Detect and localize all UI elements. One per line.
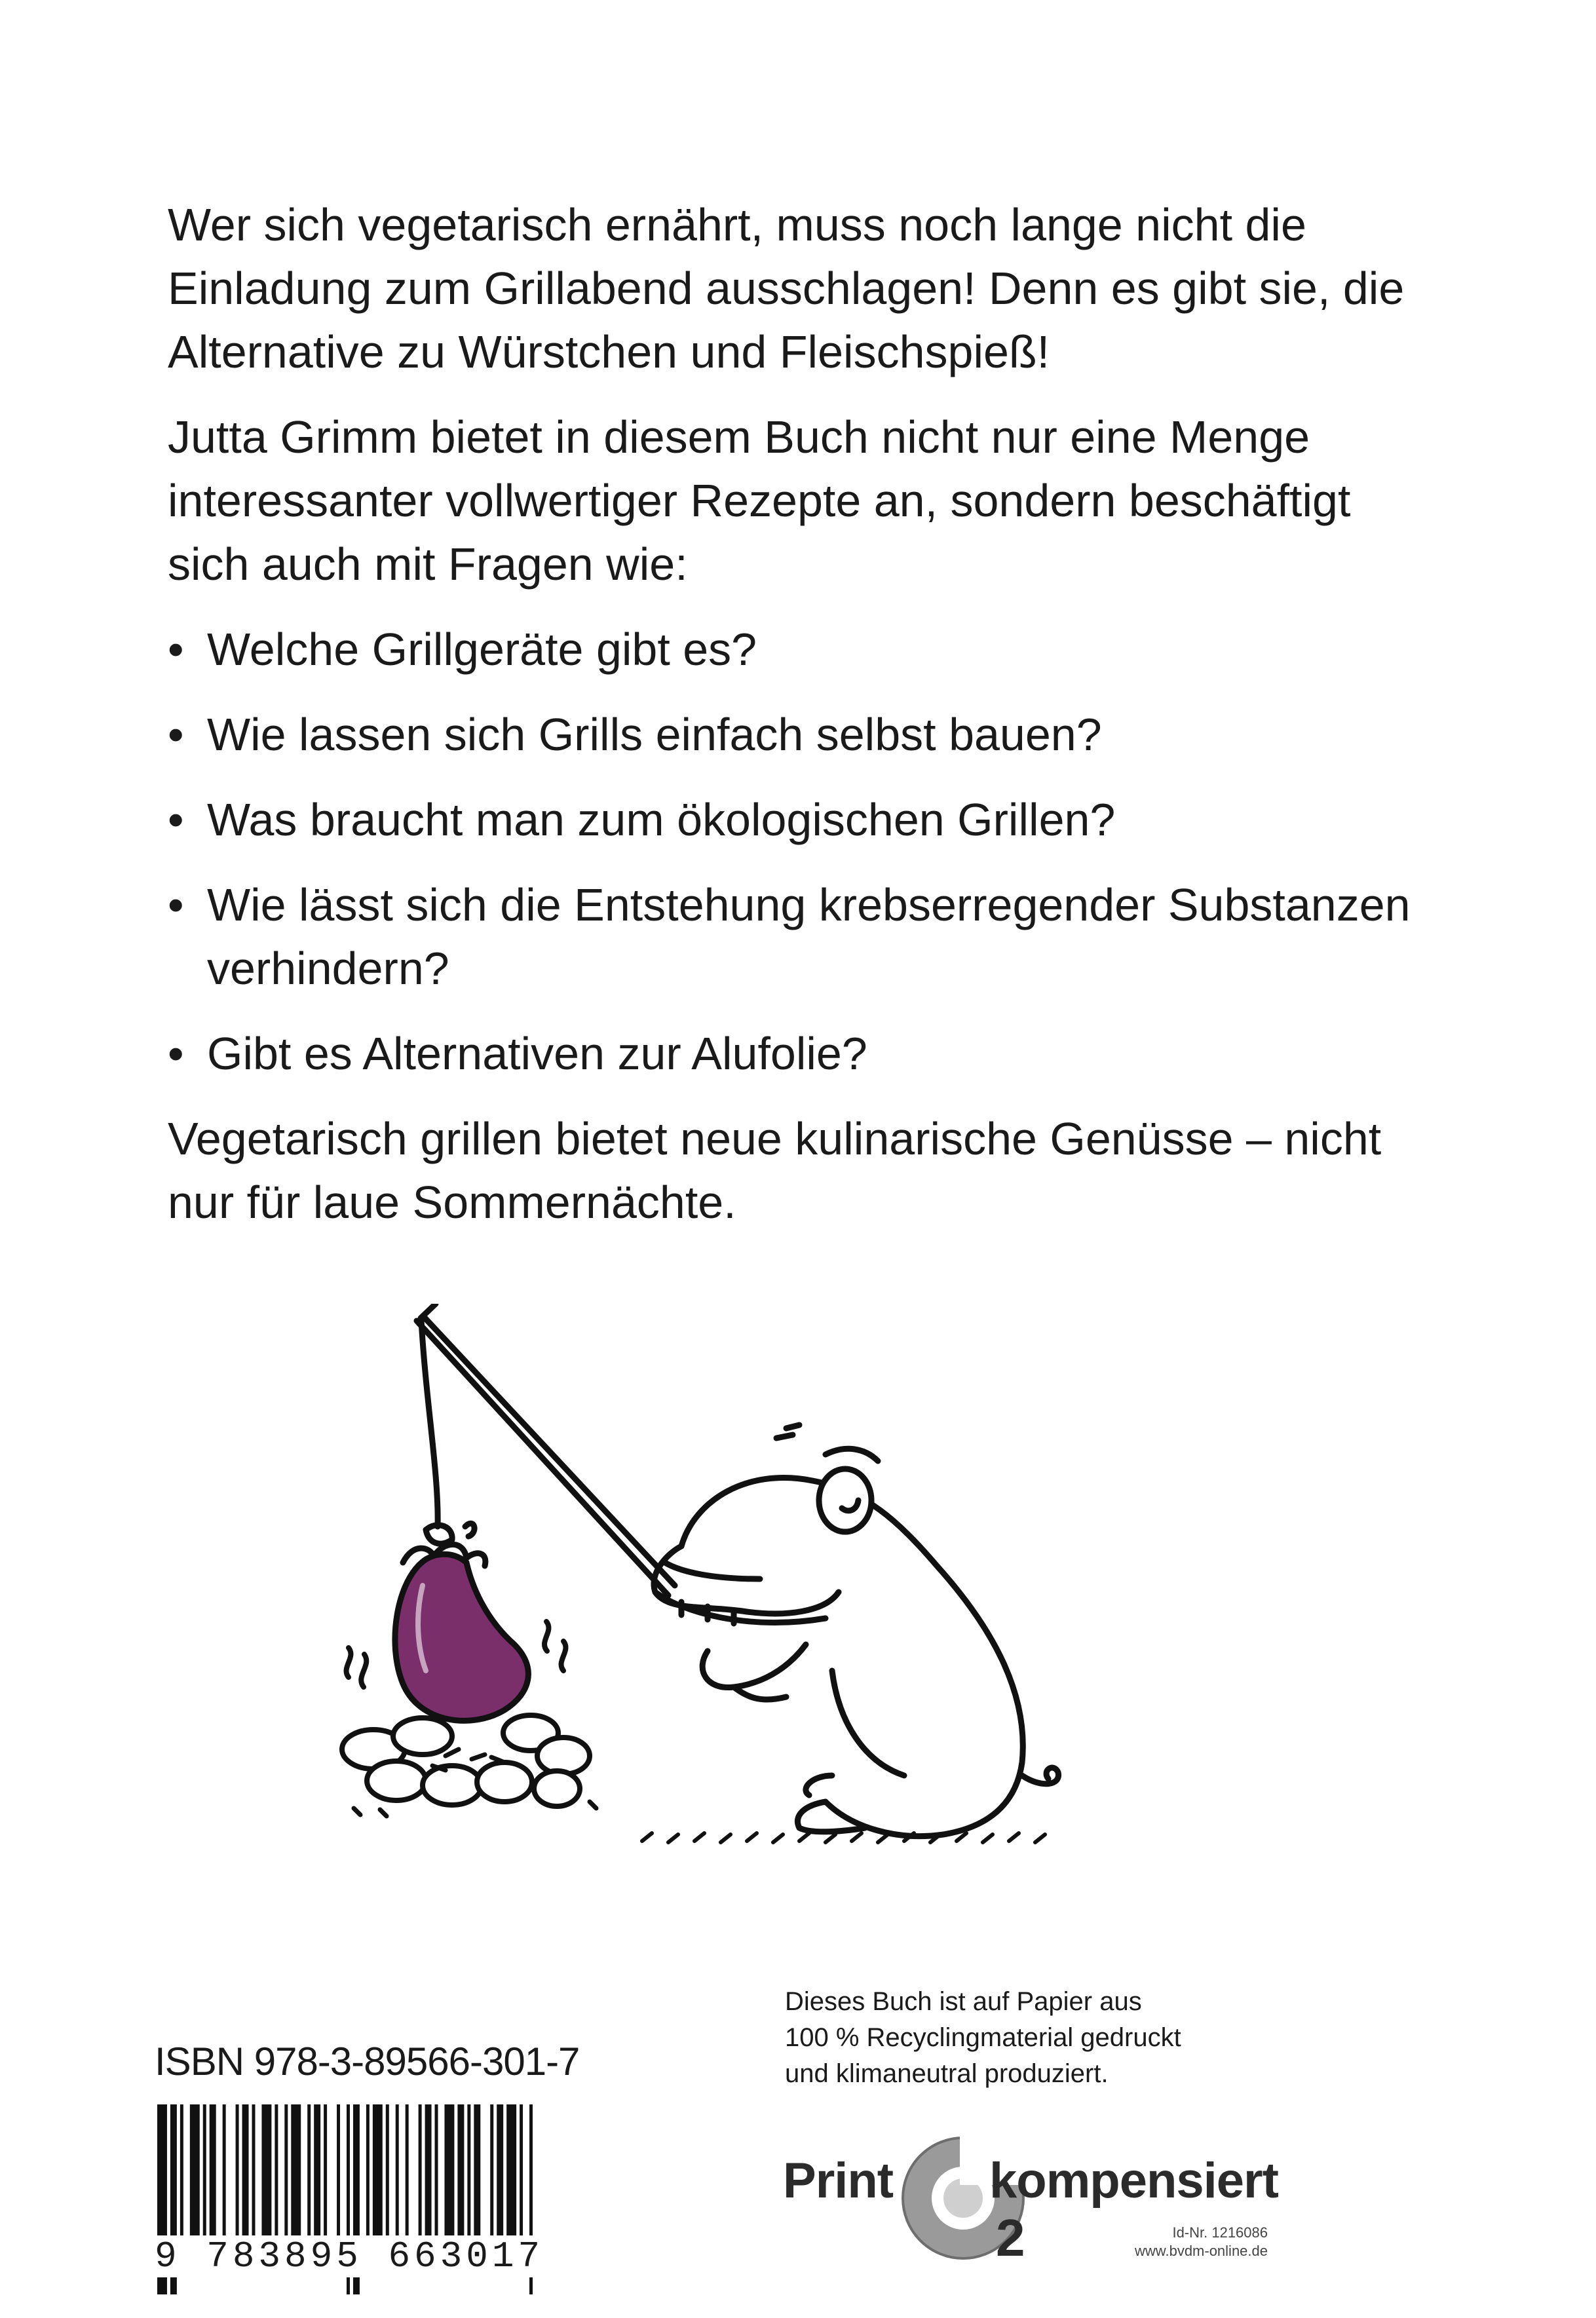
fire-stones bbox=[342, 1715, 590, 1806]
bullet-icon: • bbox=[168, 624, 184, 675]
bullet-icon: • bbox=[168, 794, 184, 845]
grilling-cartoon-illustration bbox=[288, 1304, 1101, 1913]
blurb-closing: Vegetarisch grillen bietet neue kulinarische Genüsse – nicht nur für laue Sommernächte. bbox=[168, 1113, 1382, 1228]
hanging-string bbox=[421, 1320, 438, 1527]
note-line: Dieses Buch ist auf Papier aus bbox=[785, 1987, 1142, 2016]
print-kompensiert-logo bbox=[783, 2133, 1278, 2277]
blurb-lead: Jutta Grimm bietet in diesem Buch nicht nur eine Menge interessanter vollwertiger Rezepte an, sondern beschäftigt sich auch mit Fragen wie: bbox=[168, 411, 1351, 590]
co2-subscript: 2 bbox=[996, 2209, 1025, 2264]
bullet-icon: • bbox=[168, 709, 184, 760]
logo-kompensiert-word: kompensiert bbox=[989, 2153, 1278, 2209]
cartoon-creature bbox=[654, 1425, 1059, 1836]
blurb-intro: Wer sich vegetarisch ernährt, muss noch lange nicht die Einladung zum Grillabend ausschlagen! Denn es gibt sie, die Alternative zu Würstchen und Fleischspieß! bbox=[168, 199, 1405, 377]
list-item: • Gibt es Alternativen zur Alufolie? bbox=[168, 1022, 1413, 1086]
logo-id-number: Id-Nr. 1216086 bbox=[1172, 2224, 1268, 2241]
isbn-label: ISBN 978-3-89566-301-7 bbox=[155, 2040, 580, 2083]
list-item: • Was braucht man zum ökologischen Grillen? bbox=[168, 788, 1413, 852]
note-line: 100 % Recyclingmaterial gedruckt bbox=[785, 2023, 1181, 2052]
bullet-icon: • bbox=[168, 1028, 184, 1079]
question-list bbox=[168, 618, 1413, 1086]
ground-lines bbox=[642, 1833, 1045, 1842]
list-item: • Welche Grillgeräte gibt es? bbox=[168, 618, 1413, 681]
note-line: und klimaneutral produziert. bbox=[785, 2059, 1109, 2088]
eggplant bbox=[395, 1554, 528, 1720]
barcode-digits: 9 783895 663017 bbox=[155, 2235, 544, 2277]
list-item: • Wie lassen sich Grills einfach selbst bauen? bbox=[168, 703, 1413, 767]
logo-print-word: Print bbox=[783, 2153, 894, 2209]
bullet-icon: • bbox=[168, 879, 184, 930]
list-item: • Wie lässt sich die Entstehung krebserregender Substanzen verhindern? bbox=[168, 873, 1413, 1000]
isbn-block bbox=[155, 2039, 580, 2277]
logo-website: www.bvdm-online.de bbox=[1135, 2243, 1268, 2259]
recycled-paper-note bbox=[785, 1984, 1230, 2092]
blurb-text bbox=[168, 193, 1413, 1256]
